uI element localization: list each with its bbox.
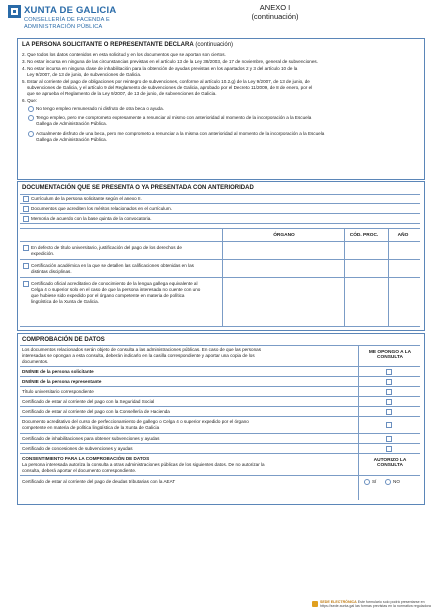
check-row-celga-2: competente en materia de política lingüística de la Xunta de Galicia: [22, 425, 160, 430]
declaration-item-2: 2. Que todos los datos contenidos en esta solicitud y en los documentos que se aportan son ciertos.: [22, 52, 226, 57]
prev-galician-checkbox[interactable]: [23, 281, 29, 287]
authorize-yes-label: SÍ: [372, 479, 377, 484]
documentation-title: DOCUMENTACIÓN QUE SE PRESENTA O YA PRESENTADA CON ANTERIORIDAD: [22, 185, 254, 191]
doc-memoria-checkbox[interactable]: [23, 216, 29, 222]
data-check-intro-2: interesadas se opongan a esta consulta, deberán indicarlo en la casilla correspondiente y aportar una copia de los: [22, 353, 255, 358]
check-row-grants: Certificado de concesiones de subvenciones y ayudas: [22, 446, 133, 451]
declaration-item-4: 4. No estar incursa en ninguna clase de inhabilitación para la obtención de ayudas previstas en los apartados 2 y 3 del artículo 10 de la: [22, 66, 298, 71]
logo-line1: CONSELLERÍA DE FACENDA E: [24, 17, 110, 23]
option-employed-label: Tengo empleo, pero me comprometo expresamente a renunciar al mismo con anterioridad al momento de la incorporación a la Escuela: [36, 115, 312, 120]
oppose-hacienda-checkbox[interactable]: [386, 409, 392, 415]
prev-academic-checkbox[interactable]: [23, 263, 29, 269]
option-no-employment-radio[interactable]: [28, 106, 34, 112]
annex-heading: [240, 3, 310, 21]
check-row-social-security: Certificado de estar al corriente del pago con la Seguridad Social: [22, 399, 155, 404]
declaration-item-5: 5. Estar al corriente del pago de obligaciones por reintegro de subvenciones, conforme al artículo 10.2.g) de la Ley 9/2007, de 13 de junio, de: [22, 79, 310, 84]
consent-text-2: consulta, deberá aportar el documento correspondiente.: [22, 468, 137, 473]
option-employed-label-cont: Gallega de Administración Pública.: [36, 121, 107, 126]
oppose-social-security-checkbox[interactable]: [386, 399, 392, 405]
option-no-employment-label: No tengo empleo remunerado ni disfruto de otra beca o ayuda.: [36, 106, 164, 111]
oppose-dni-representative-checkbox[interactable]: [386, 379, 392, 385]
logo-title: XUNTA DE GALICIA: [24, 5, 117, 16]
footer-note: [320, 600, 431, 608]
doc-cv-checkbox[interactable]: [23, 196, 29, 202]
declaration-item-3: 3. No estar incursa en ninguna de las circunstancias previstas en el artículo 13 de la Ley 38/2003, de 17 de noviembre, general de subvenciones.: [22, 59, 318, 64]
doc-cv-label: Currículum de la persona solicitante según el anexo II.: [31, 196, 142, 201]
consent-text-1: La persona interesada autoriza la consulta a otras administraciones públicas de los siguientes datos. De no autorizar la: [22, 462, 265, 467]
prev-title-label-1: En defecto de título universitario, justificación del pago de los derechos de: [31, 245, 182, 250]
doc-merits-label: Documentos que acrediten los méritos relacionados en el currículum.: [31, 206, 172, 211]
option-scholarship-label-cont: Gallega de Administración Pública.: [36, 137, 107, 142]
declaration-item-4-cont: Ley 9/2007, de 13 de junio, de subvenciones de Galicia.: [27, 72, 142, 77]
oppose-degree-checkbox[interactable]: [386, 389, 392, 395]
check-row-degree: Título universitario correspondiente: [22, 389, 94, 394]
declaration-item-5-cont1: subvenciones de Galicia, y el artículo 9 del Reglamento de subvenciones de Galicia, aprobado por el Decreto 11/2009, de 8 de enero, por el: [27, 85, 313, 90]
logo-line2: ADMINISTRACIÓN PÚBLICA: [24, 24, 103, 30]
sede-electronica-icon: [312, 601, 318, 607]
doc-merits-checkbox[interactable]: [23, 206, 29, 212]
check-row-aeat: Certificado de estar al corriente del pago de deudas tributarias con la AEAT: [22, 479, 176, 484]
declaration-item-5-cont2: que se aprueba el Reglamento de la Ley 9/2007, de 13 de junio, de subvenciones de Galicia.: [27, 91, 217, 96]
oppose-header: ME OPONGO A LA CONSULTA: [368, 350, 412, 360]
declaration-title: LA PERSONA SOLICITANTE O REPRESENTANTE DECLARA (continuación): [22, 42, 234, 48]
prev-academic-label-1: Certificación académica en la que se detallen las calificaciones obtenidas en las: [31, 263, 194, 268]
oppose-celga-checkbox[interactable]: [386, 422, 392, 428]
prev-galician-label-1: Certificado oficial acreditativo de conocimiento de la lengua gallega equivalente al: [31, 281, 198, 286]
authorize-no-radio[interactable]: [385, 479, 391, 485]
oppose-dni-applicant-checkbox[interactable]: [386, 369, 392, 375]
col-header-organo: ÓRGANO: [273, 233, 295, 238]
check-row-dni-representative: DNI/NIE de la persona representante: [22, 379, 102, 384]
authorize-no-label: NO: [393, 479, 400, 484]
footer-brand: SEDE ELECTRÓNICA: [320, 600, 357, 604]
data-check-intro-3: documentos.: [22, 359, 49, 364]
prev-galician-label-3: que hubiese sido expedido por el órgano competente en materia de política: [31, 293, 185, 298]
data-check-title: COMPROBACIÓN DE DATOS: [22, 337, 105, 343]
prev-galician-label-2: Celga 4 o superior solo en el caso de que la persona interesada no cuente con uno: [31, 287, 201, 292]
oppose-grants-checkbox[interactable]: [386, 446, 392, 452]
check-row-disqualifications: Certificado de inhabilitaciones para obtener subvenciones y ayudas: [22, 436, 160, 441]
col-header-cod-proc: CÓD. PROC.: [349, 233, 379, 238]
data-check-intro-1: Los documentos relacionados serán objeto de consulta a las administraciones públicas. En caso de que las personas: [22, 347, 262, 352]
prev-title-checkbox[interactable]: [23, 245, 29, 251]
option-scholarship-radio[interactable]: [28, 131, 34, 137]
annex-subtitle: (continuación): [251, 12, 299, 21]
declaration-item-6: 6. Que:: [22, 98, 38, 103]
oppose-disqualifications-checkbox[interactable]: [386, 436, 392, 442]
consent-title: CONSENTIMIENTO PARA LA COMPROBACIÓN DE DATOS: [22, 456, 150, 461]
authorize-header: AUTORIZO LA CONSULTA: [373, 458, 407, 468]
authorize-yes-radio[interactable]: [364, 479, 370, 485]
prev-academic-label-2: distintas disciplinas.: [31, 269, 72, 274]
option-scholarship-label: Actualmente disfruto de una beca, pero me comprometo a renunciar a la misma con anterioridad al momento de la incorporación a la Escuela: [36, 131, 325, 136]
prev-title-label-2: expedición.: [31, 251, 55, 256]
footer-line1: Este formulario solo podrá presentarse en: [357, 600, 425, 604]
check-row-dni-applicant: DNI/NIE de la persona solicitante: [22, 369, 94, 374]
annex-title: ANEXO I: [259, 3, 291, 12]
prev-galician-label-4: lingüística de la Xunta de Galicia.: [31, 299, 99, 304]
option-employed-radio[interactable]: [28, 115, 34, 121]
check-row-hacienda: Certificado de estar al corriente del pago con la Consellería de Hacienda: [22, 409, 170, 414]
col-header-ano: AÑO: [397, 233, 409, 238]
check-row-celga-1: Documento acreditativo del curso de perfeccionamiento de gallego o Celga 4 o superior expedido por el órgano: [22, 419, 249, 424]
doc-memoria-label: Memoria de acuerdo con la base quinta de la convocatoria.: [31, 216, 152, 221]
xunta-emblem-icon: [8, 5, 21, 18]
footer-line2: https://sede.xunta.gal las formas previstas en la normativa reguladora: [320, 604, 431, 609]
